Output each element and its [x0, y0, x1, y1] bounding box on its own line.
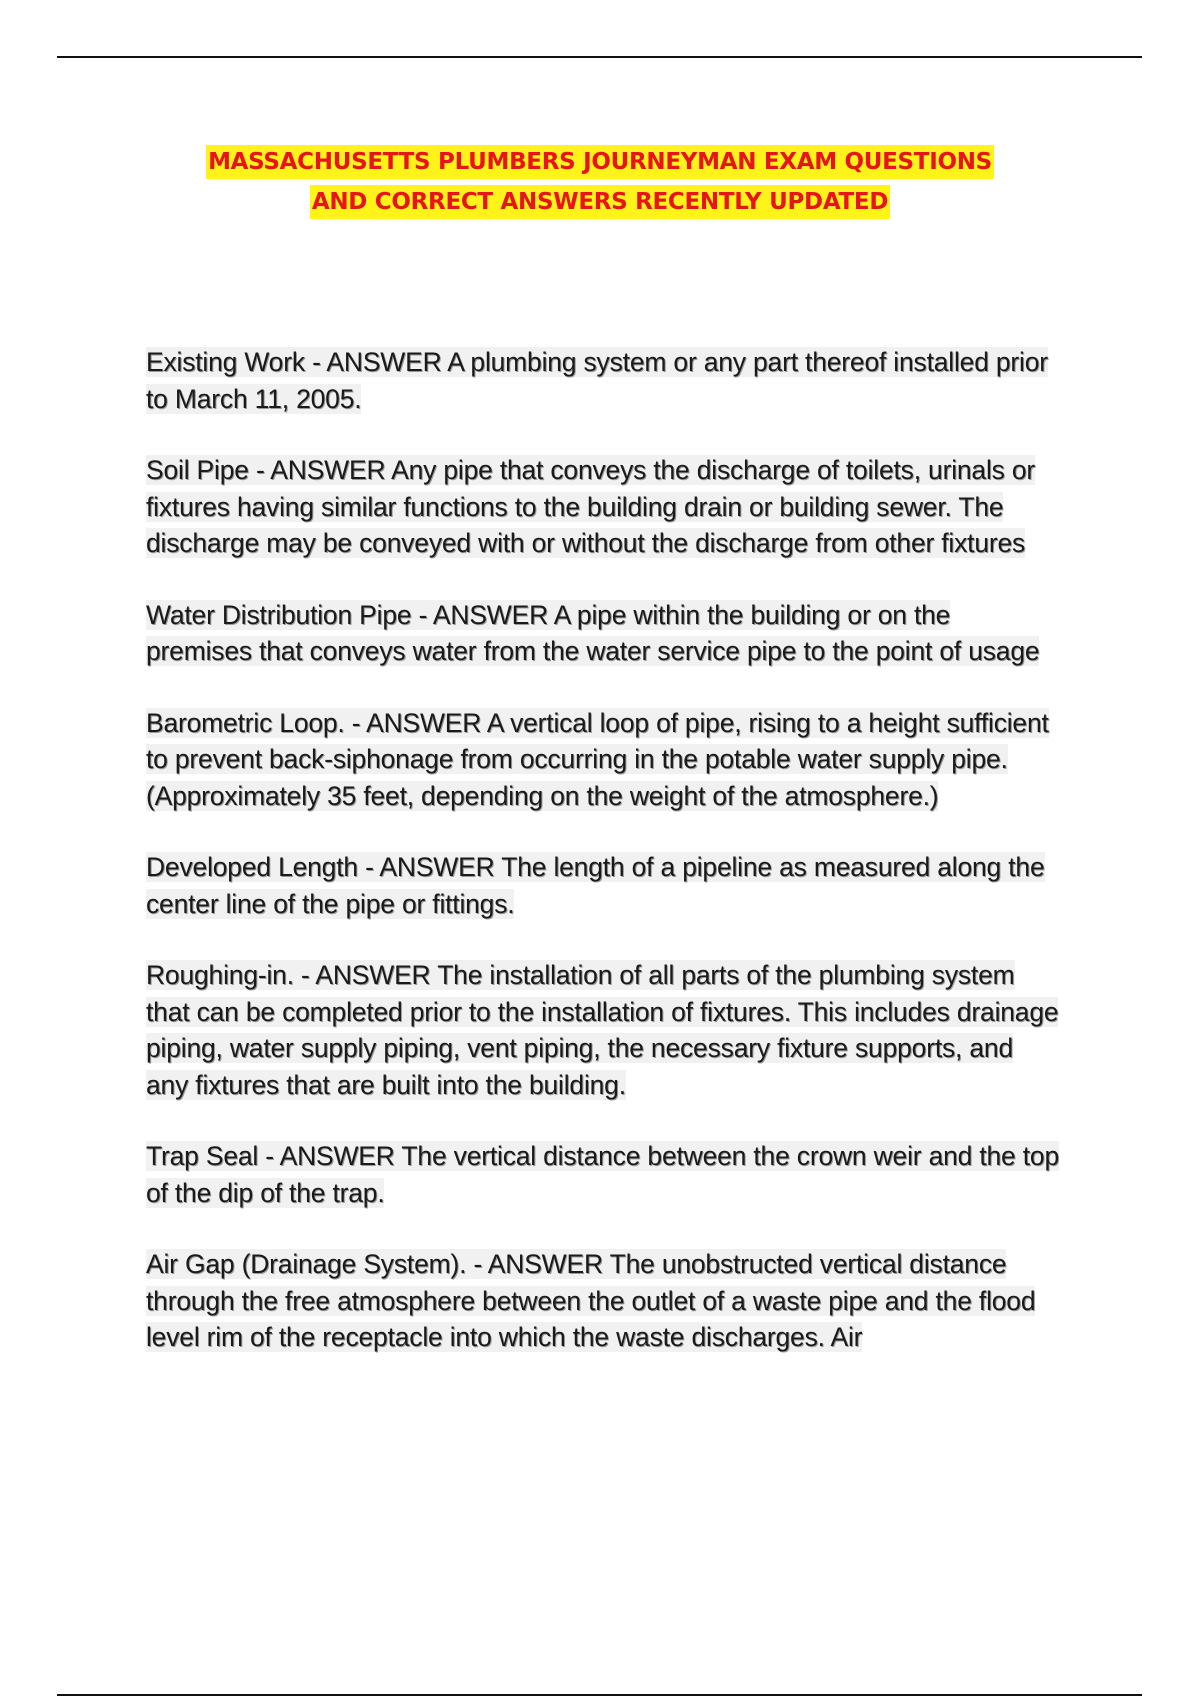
entry-answer-label: ANSWER	[270, 455, 386, 485]
entry-term: Barometric Loop.	[146, 707, 345, 738]
title-line-2: AND CORRECT ANSWERS RECENTLY UPDATED	[310, 185, 890, 219]
entry-separator: -	[411, 599, 433, 630]
entry-definition: The vertical distance between the crown weir and the top of the dip of the trap.	[146, 1141, 1059, 1208]
entry-separator: -	[293, 960, 316, 990]
entry-separator: -	[344, 707, 367, 738]
top-divider	[57, 56, 1142, 58]
qa-list	[146, 344, 1061, 1391]
entry-answer-label: ANSWER	[326, 347, 442, 377]
qa-entry-air-gap	[146, 1246, 1061, 1356]
entry-definition: The installation of all parts of the plumbing system that can be completed prior to the installation of fixtures. This includes drainage piping, water supply piping, vent piping, the necessary fixture supports, and any fixtures that are built into the building.	[146, 960, 1059, 1100]
qa-entry-existing-work	[146, 344, 1061, 417]
entry-answer-label: ANSWER	[432, 599, 549, 630]
entry-definition: The length of a pipeline as measured along the center line of the pipe or fittings.	[146, 852, 1045, 919]
entry-definition: A plumbing system or any part thereof installed prior to March 11, 2005.	[146, 347, 1048, 414]
entry-term: Air Gap (Drainage System).	[146, 1249, 467, 1279]
entry-definition: A pipe within the building or on the premises that conveys water from the water service pipe to the point of usage	[146, 599, 1040, 666]
entry-separator: -	[466, 1249, 488, 1279]
entry-answer-label: ANSWER	[279, 1141, 395, 1171]
document-title	[60, 142, 1140, 222]
entry-answer-label: ANSWER	[366, 707, 482, 738]
bottom-divider	[57, 1694, 1142, 1696]
entry-answer-label: ANSWER	[487, 1249, 603, 1279]
qa-entry-barometric-loop	[146, 705, 1061, 815]
entry-separator: -	[258, 1141, 280, 1171]
entry-term: Trap Seal	[146, 1141, 259, 1171]
entry-definition: A vertical loop of pipe, rising to a height sufficient to prevent back-siphonage from occurring in the potable water supply pipe. (Approximately 35 feet, depending on the weight of the atmosphere.)	[146, 707, 1049, 811]
entry-term: Water Distribution Pipe	[146, 599, 412, 630]
entry-answer-label: ANSWER	[379, 852, 495, 882]
entry-separator: -	[304, 347, 327, 377]
qa-entry-water-distribution-pipe	[146, 597, 1061, 670]
entry-term: Soil Pipe	[146, 455, 249, 485]
entry-definition: The unobstructed vertical distance through the free atmosphere between the outlet of a waste pipe and the flood level rim of the receptacle into which the waste discharges. Air	[146, 1249, 1036, 1352]
entry-separator: -	[248, 455, 271, 485]
entry-term: Developed Length	[146, 852, 358, 882]
entry-definition: Any pipe that conveys the discharge of toilets, urinals or fixtures having similar functions to the building drain or building sewer. The discharge may be conveyed with or without the discharge from other fixtures	[146, 455, 1036, 558]
qa-entry-trap-seal	[146, 1138, 1061, 1211]
qa-entry-roughing-in	[146, 957, 1061, 1103]
entry-term: Existing Work	[146, 347, 305, 377]
qa-entry-soil-pipe	[146, 452, 1061, 562]
qa-entry-developed-length	[146, 849, 1061, 922]
entry-answer-label: ANSWER	[315, 960, 431, 990]
entry-term: Roughing-in.	[146, 960, 294, 990]
entry-separator: -	[357, 852, 380, 882]
title-line-1: MASSACHUSETTS PLUMBERS JOURNEYMAN EXAM QUESTIONS	[206, 145, 994, 179]
